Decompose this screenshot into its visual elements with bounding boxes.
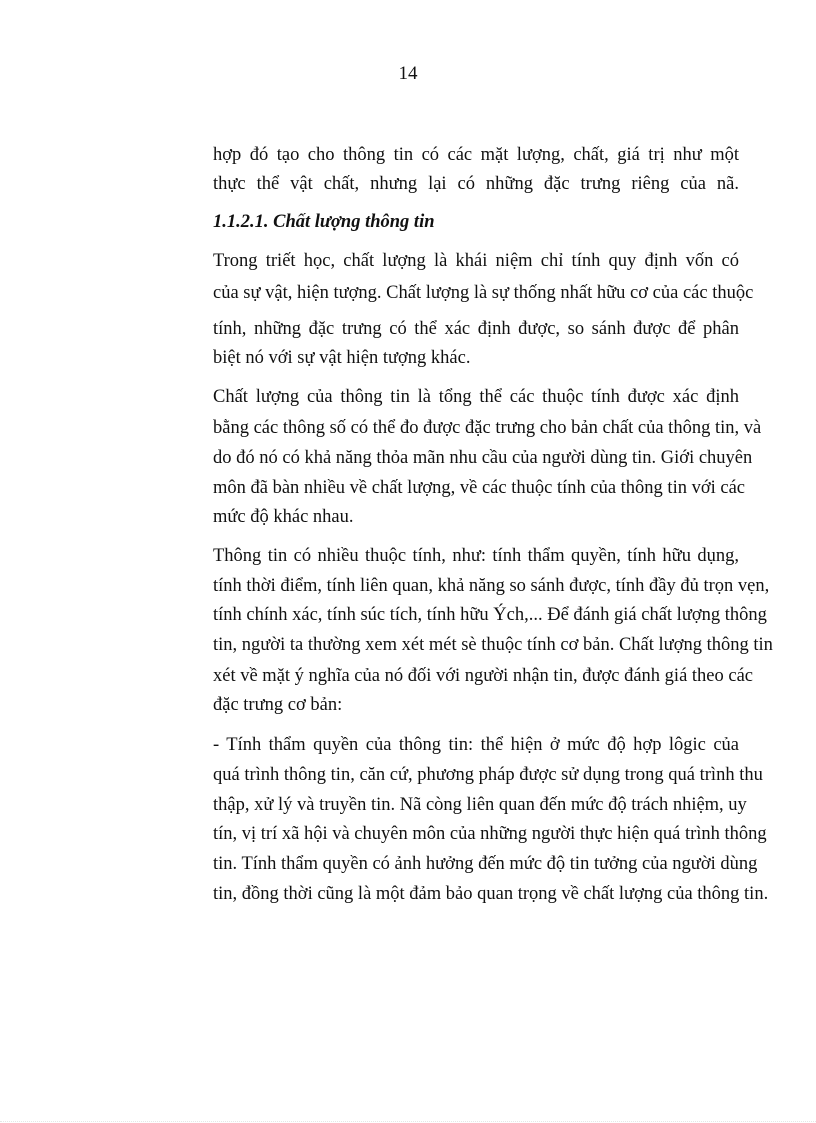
text-line: tin, đồng thời cũng là một đảm bảo quan trọng về chất lượng của thông tin.: [213, 884, 769, 904]
text-line: tính, những đặc trưng có thể xác định được, so sánh được để phân: [213, 319, 739, 339]
text-line: xét về mặt ý nghĩa của nó đối với người nhận tin, được đánh giá theo các: [213, 666, 754, 686]
page-number: 14: [398, 63, 418, 84]
text-line: bằng các thông số có thể đo được đặc trưng cho bản chất của thông tin, và: [213, 418, 762, 438]
text-line: đặc trưng cơ bản:: [213, 695, 343, 715]
text-line: do đó nó có khả năng thỏa mãn nhu cầu của người dùng tin. Giới chuyên: [213, 448, 753, 468]
text-line: Chất lượng của thông tin là tổng thể các thuộc tính được xác định: [213, 387, 739, 407]
text-line: tin, người ta thường xem xét mét sè thuộc tính cơ bản. Chất lượng thông tin: [213, 635, 773, 655]
text-line: của sự vật, hiện tượng. Chất lượng là sự thống nhất hữu cơ của các thuộc: [213, 283, 754, 303]
text-line: mức độ khác nhau.: [213, 507, 354, 527]
text-line: Trong triết học, chất lượng là khái niệm chỉ tính quy định vốn có: [213, 251, 739, 271]
text-line: thập, xử lý và truyền tin. Nã còng liên quan đến mức độ trách nhiệm, uy: [213, 795, 747, 815]
text-line: quá trình thông tin, căn cứ, phương pháp được sử dụng trong quá trình thu: [213, 765, 763, 785]
text-line: Thông tin có nhiều thuộc tính, như: tính thẩm quyền, tính hữu dụng,: [213, 546, 739, 566]
text-line: biệt nó với sự vật hiện tượng khác.: [213, 348, 471, 368]
text-line: thực thể vật chất, nhưng lại có những đặc trưng riêng của nã.: [213, 174, 739, 194]
text-line: hợp đó tạo cho thông tin có các mặt lượng, chất, giá trị như một: [213, 145, 739, 165]
text-line: tin. Tính thẩm quyền có ảnh hưởng đến mức độ tin tưởng của người dùng: [213, 854, 758, 874]
text-line: tính chính xác, tính súc tích, tính hữu Ých,... Để đánh giá chất lượng thông: [213, 605, 767, 625]
text-line: môn đã bàn nhiều về chất lượng, về các thuộc tính của thông tin với các: [213, 478, 746, 498]
section-heading: 1.1.2.1. Chất lượng thông tin: [213, 212, 435, 232]
text-line: tín, vị trí xã hội và chuyên môn của những người thực hiện quá trình thông: [213, 824, 767, 844]
text-line: tính thời điểm, tính liên quan, khả năng so sánh được, tính đầy đủ trọn vẹn,: [213, 576, 770, 596]
page-bottom-rule: [0, 1121, 816, 1122]
text-line: - Tính thẩm quyền của thông tin: thể hiện ở mức độ hợp lôgic của: [213, 735, 739, 755]
